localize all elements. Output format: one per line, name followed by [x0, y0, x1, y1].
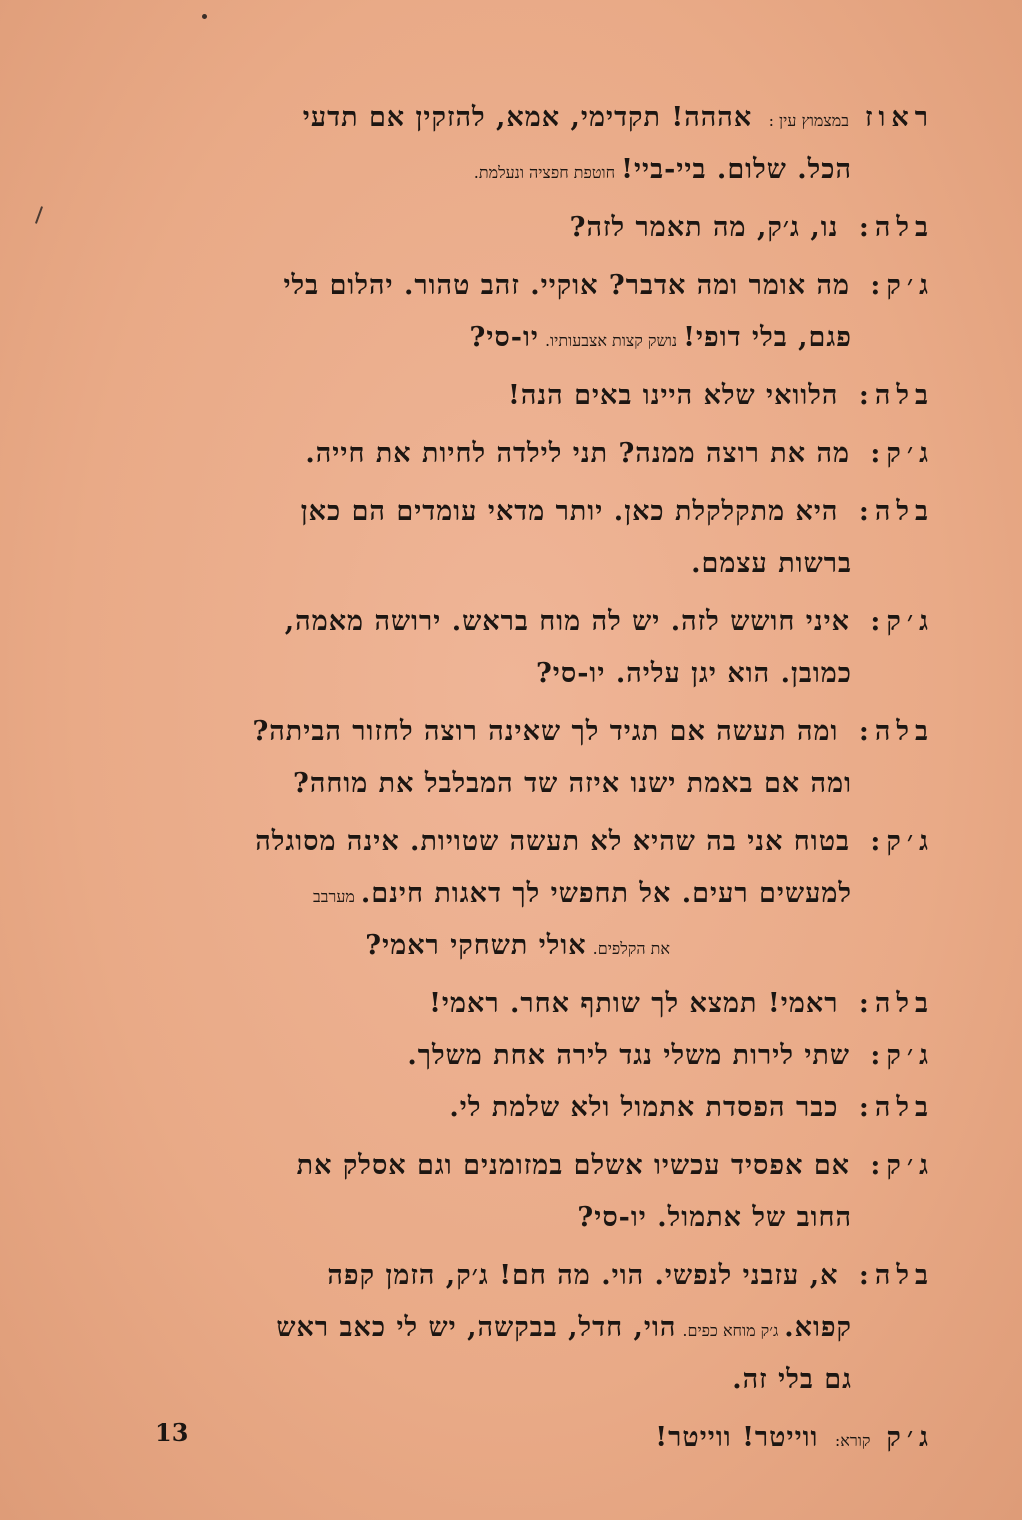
- speaker-name: בלה:: [858, 988, 934, 1019]
- dialogue-entry: [134, 1250, 934, 1406]
- line-text: בטוח אני בה שהיא לא תעשה שטויות. אינה מסוגלה: [255, 826, 851, 857]
- line-text: ראמי! תמצא לך שותף אחר. ראמי!: [429, 988, 839, 1019]
- stage-direction: במצמוץ עין :: [768, 111, 849, 130]
- script-line-continued: [134, 312, 934, 364]
- script-line: [134, 486, 934, 538]
- line-text: אם אפסיד עכשיו אשלם במזומנים וגם אסלק את: [296, 1150, 851, 1181]
- script-line: [134, 816, 934, 868]
- script-line-continued: [134, 1192, 934, 1244]
- script-line: [134, 260, 934, 312]
- script-line: [134, 202, 934, 254]
- stage-direction: את הקלפים.: [592, 939, 670, 958]
- line-text: שתי לירות משלי נגד לירה אחת משלך.: [407, 1040, 851, 1071]
- play-script: [134, 92, 934, 1470]
- line-text: הכל. שלום. ביי-ביי!: [621, 154, 852, 185]
- line-text: החוב של אתמול. יו-סי?: [577, 1202, 852, 1233]
- speaker-name: ג׳ק:: [870, 606, 934, 637]
- script-line-continued: [134, 538, 934, 590]
- stage-direction: מערבב: [313, 887, 355, 906]
- line-text: קפוא.: [784, 1312, 852, 1343]
- speaker-name: ג׳ק:: [870, 438, 934, 469]
- line-text: מה אומר ומה אדבר? אוקיי. זהב טהור. יהלום בלי: [283, 270, 851, 301]
- dialogue-entry: [134, 596, 934, 700]
- line-text: היא מתקלקלת כאן. יותר מדאי עומדים הם כאן: [300, 496, 839, 527]
- script-line: [134, 92, 934, 144]
- line-text: איני חושש לזה. יש לה מוח בראש. ירושה מאמה,: [284, 606, 851, 637]
- script-line-continued: [134, 144, 934, 196]
- speaker-name: בלה:: [858, 1260, 934, 1291]
- script-line: [134, 1412, 934, 1464]
- script-line: [134, 370, 934, 422]
- dialogue-entry: [134, 92, 934, 196]
- line-text: מה את רוצה ממנה? תני לילדה לחיות את חייה.: [305, 438, 851, 469]
- line-text: הוי, חדל, בבקשה, יש לי כאב ראש: [276, 1312, 677, 1343]
- speaker-name: ג׳ק:: [870, 826, 934, 857]
- line-text: נו, ג׳ק, מה תאמר לזה?: [569, 212, 839, 243]
- dialogue-entry: [134, 706, 934, 810]
- line-text: הלוואי שלא היינו באים הנה!: [508, 380, 839, 411]
- dialogue-entry: [134, 428, 934, 480]
- script-line: [134, 1140, 934, 1192]
- speaker-name: ג׳ק: [886, 1422, 934, 1453]
- script-line: [134, 428, 934, 480]
- dialogue-entry: [134, 260, 934, 364]
- speaker-name: בלה:: [858, 380, 934, 411]
- line-text: ומה תעשה אם תגיד לך שאינה רוצה לחזור הביתה?: [252, 716, 839, 747]
- stage-direction: חוטפת חפציה ונעלמת.: [473, 163, 616, 182]
- line-text: אההה! תקדימי, אמא, להזקין אם תדעי: [302, 102, 753, 133]
- script-line: [134, 1082, 934, 1134]
- speaker-name: בלה:: [858, 212, 934, 243]
- script-line: [134, 706, 934, 758]
- speaker-name: בלה:: [858, 496, 934, 527]
- dialogue-entry: [134, 486, 934, 590]
- dialogue-entry: [134, 202, 934, 254]
- speaker-name: בלה:: [858, 716, 934, 747]
- line-text: כמובן. הוא יגן עליה. יו-סי?: [535, 658, 852, 689]
- dialogue-entry: [134, 978, 934, 1134]
- script-line-continued: [134, 1354, 934, 1406]
- dialogue-entry: [134, 370, 934, 422]
- script-line-continued: [134, 920, 934, 972]
- ink-mark: [35, 206, 43, 224]
- script-line: [134, 1250, 934, 1302]
- line-text: ברשות עצמם.: [691, 548, 852, 579]
- script-line-continued: [134, 758, 934, 810]
- line-text: כבר הפסדת אתמול ולא שלמת לי.: [449, 1092, 839, 1123]
- dialogue-entry: [134, 1412, 934, 1464]
- line-text: א, עזבני לנפשי. הוי. מה חם! ג׳ק, הזמן קפה: [327, 1260, 839, 1291]
- line-text: למעשים רעים. אל תחפשי לך דאגות חינם.: [360, 878, 852, 909]
- script-line-continued: [134, 868, 934, 920]
- script-line: [134, 1030, 934, 1082]
- line-text: אולי תשחקי ראמי?: [365, 930, 587, 961]
- script-line-continued: [134, 648, 934, 700]
- speaker-name: ראוז: [864, 102, 934, 133]
- ink-speck: [202, 14, 207, 19]
- line-text: פגם, בלי דופי!: [683, 322, 852, 353]
- dialogue-entry: [134, 1140, 934, 1244]
- line-text: יו-סי?: [469, 322, 539, 353]
- script-line: [134, 978, 934, 1030]
- speaker-name: ג׳ק:: [870, 1040, 934, 1071]
- speaker-name: בלה:: [858, 1092, 934, 1123]
- line-text: ווייטר! ווייטר!: [655, 1422, 819, 1453]
- script-line-continued: [134, 1302, 934, 1354]
- page-number: 13: [155, 1418, 189, 1447]
- dialogue-entry: [134, 816, 934, 972]
- stage-direction: קורא:: [834, 1431, 871, 1450]
- stage-direction: ג׳ק מוחא כפים.: [682, 1321, 779, 1340]
- line-text: ומה אם באמת ישנו איזה שד המבלבל את מוחה?: [293, 768, 852, 799]
- speaker-name: ג׳ק:: [870, 1150, 934, 1181]
- script-line: [134, 596, 934, 648]
- line-text: גם בלי זה.: [732, 1364, 852, 1395]
- speaker-name: ג׳ק:: [870, 270, 934, 301]
- stage-direction: נושק קצות אצבעותיו.: [544, 331, 678, 350]
